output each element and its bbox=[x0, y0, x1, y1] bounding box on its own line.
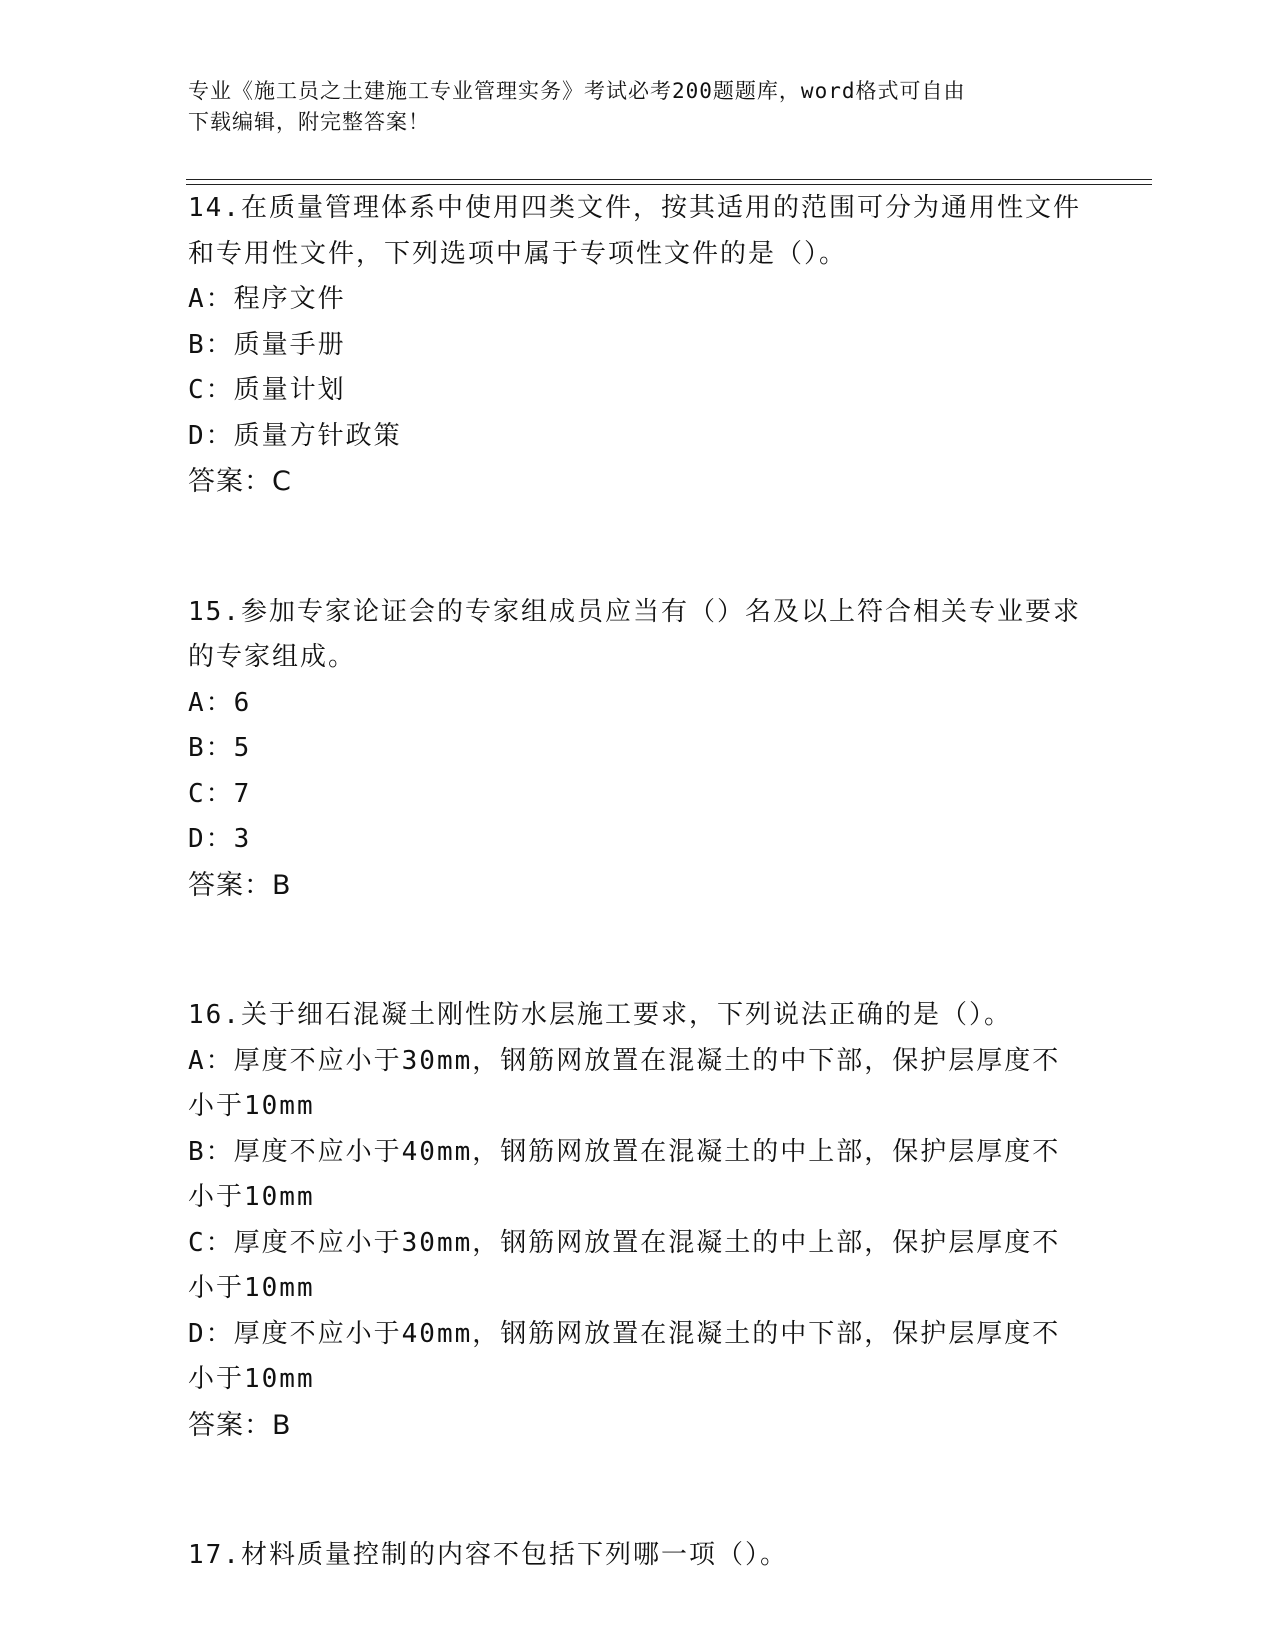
answer-text: 答案：C bbox=[188, 466, 292, 497]
question-spacer bbox=[188, 1448, 1088, 1533]
question-spacer bbox=[188, 505, 1088, 590]
header-line-1: 专业《施工员之土建施工专业管理实务》考试必考200题题库，word格式可自由 bbox=[188, 79, 966, 103]
option-d: D：3 bbox=[188, 824, 252, 854]
option-b: B：5 bbox=[188, 733, 252, 763]
option-a: A：程序文件 bbox=[188, 284, 346, 314]
question-17 bbox=[188, 1533, 1088, 1579]
option-c: C：质量计划 bbox=[188, 375, 346, 405]
question-text: 17.材料质量控制的内容不包括下列哪一项（）。 bbox=[188, 1540, 788, 1570]
header-line-2: 下载编辑，附完整答案！ bbox=[188, 110, 430, 134]
answer-text: 答案：B bbox=[188, 1409, 292, 1441]
header-divider-bottom bbox=[186, 184, 1152, 185]
header-divider-top bbox=[186, 179, 1152, 180]
question-text: 16.关于细石混凝土刚性防水层施工要求，下列说法正确的是（）。 bbox=[188, 1000, 1012, 1030]
answer-text: 答案：B bbox=[188, 869, 292, 901]
question-spacer bbox=[188, 908, 1088, 993]
option-d: D：质量方针政策 bbox=[188, 420, 402, 451]
question-16 bbox=[188, 993, 1088, 1448]
option-b: B：厚度不应小于40mm，钢筋网放置在混凝土的中上部，保护层厚度不小于10mm bbox=[188, 1136, 1061, 1212]
question-text: 15.参加专家论证会的专家组成员应当有（）名及以上符合相关专业要求的专家组成。 bbox=[188, 596, 1081, 672]
question-14 bbox=[188, 186, 1088, 505]
option-a: A：6 bbox=[188, 687, 252, 718]
option-c: C：厚度不应小于30mm，钢筋网放置在混凝土的中上部，保护层厚度不小于10mm bbox=[188, 1227, 1061, 1303]
option-a: A：厚度不应小于30mm，钢筋网放置在混凝土的中下部，保护层厚度不小于10mm bbox=[188, 1045, 1061, 1121]
option-d: D：厚度不应小于40mm，钢筋网放置在混凝土的中下部，保护层厚度不小于10mm bbox=[188, 1318, 1061, 1394]
question-list bbox=[188, 186, 1088, 1579]
question-text: 14.在质量管理体系中使用四类文件，按其适用的范围可分为通用性文件和专用性文件，下列选项中属于专项性文件的是（）。 bbox=[188, 193, 1081, 269]
option-c: C：7 bbox=[188, 778, 252, 809]
document-header bbox=[188, 76, 1068, 138]
question-15 bbox=[188, 590, 1088, 909]
option-b: B：质量手册 bbox=[188, 329, 346, 360]
